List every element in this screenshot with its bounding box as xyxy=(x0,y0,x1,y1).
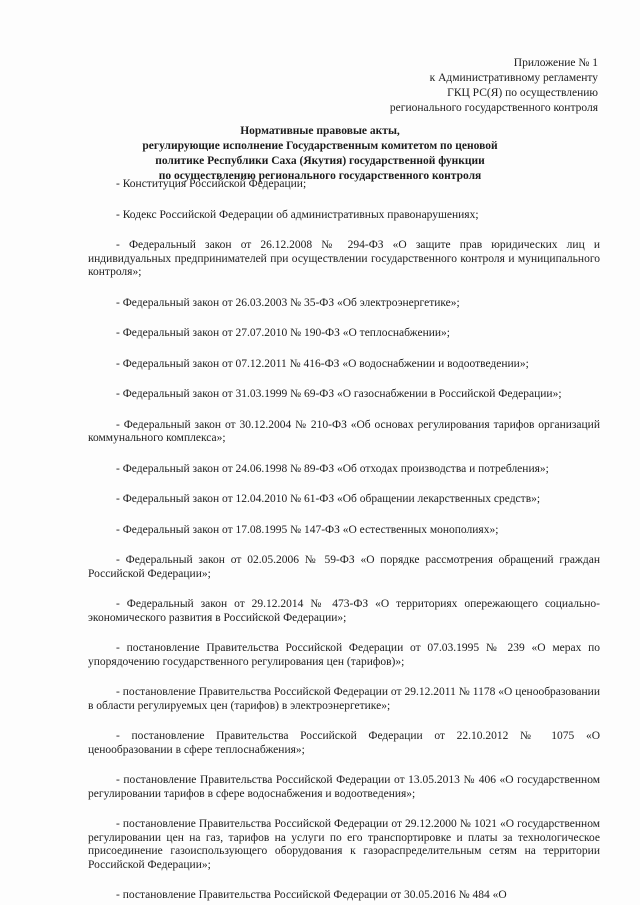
appendix-header xyxy=(390,56,598,116)
document-title xyxy=(110,124,530,184)
title-line: политике Республики Саха (Якутия) государственной функции xyxy=(155,155,485,167)
list-item: - Федеральный закон от 02.05.2006 № 59-ФЗ «О порядке рассмотрения обращений граждан Российской Федерации»; xyxy=(88,554,600,580)
title-line: регулирующие исполнение Государственным комитетом по ценовой xyxy=(142,140,498,152)
header-line: Приложение № 1 xyxy=(513,57,598,69)
list-item: - Федеральный закон от 30.12.2004 № 210-ФЗ «Об основах регулирования тарифов организаций коммунального комплекса»; xyxy=(88,418,600,444)
list-item: - постановление Правительства Российской Федерации от 29.12.2000 № 1021 «О государственном регулировании цен на газ, тарифов на услуги по его транспортировке и платы за технологическое присоединение газоиспользующего оборудования к газораспределительным сетям на территории Российской Федерации»; xyxy=(88,818,600,871)
list-item: - Федеральный закон от 17.08.1995 № 147-ФЗ «О естественных монополиях»; xyxy=(116,523,499,536)
list-item: - Федеральный закон от 24.06.1998 № 89-ФЗ «Об отходах производства и потребления»; xyxy=(116,462,549,475)
list-item: - Кодекс Российской Федерации об административных правонарушениях; xyxy=(116,208,479,221)
list-item: - постановление Правительства Российской Федерации от 22.10.2012 № 1075 «О ценообразовании в сфере теплоснабжения»; xyxy=(88,730,600,756)
list-item: - постановление Правительства Российской Федерации от 07.03.1995 № 239 «О мерах по упорядочению государственного регулирования цен (тарифов)»; xyxy=(88,642,600,668)
list-item: - Федеральный закон от 29.12.2014 № 473-ФЗ «О территориях опережающего социально-экономического развития в Российской Федерации»; xyxy=(88,598,600,624)
list-item: - Конституция Российской Федерации; xyxy=(116,178,307,190)
list-item: - Федеральный закон от 12.04.2010 № 61-ФЗ «Об обращении лекарственных средств»; xyxy=(116,493,541,505)
list-item: - Федеральный закон от 31.03.1999 № 69-ФЗ «О газоснабжении в Российской Федерации»; xyxy=(116,388,562,400)
list-item: - постановление Правительства Российской Федерации от 13.05.2013 № 406 «О государственном регулировании тарифов в сфере водоснабжения и водоотведения»; xyxy=(88,774,600,800)
header-line: регионального государственного контроля xyxy=(389,102,598,114)
title-line: Нормативные правовые акты, xyxy=(240,125,400,137)
list-item: - Федеральный закон от 26.12.2008 № 294-ФЗ «О защите прав юридических лиц и индивидуальных предпринимателей при осуществлении государственного контроля и муниципального контроля»; xyxy=(88,239,600,278)
header-line: к Административному регламенту xyxy=(429,72,598,84)
list-item: - Федеральный закон от 27.07.2010 № 190-ФЗ «О теплоснабжении»; xyxy=(116,327,450,339)
list-item: - постановление Правительства Российской Федерации от 30.05.2016 № 484 «О xyxy=(116,889,507,901)
list-item: - Федеральный закон от 26.03.2003 № 35-ФЗ «Об электроэнергетике»; xyxy=(116,296,460,309)
header-line: ГКЦ РС(Я) по осуществлению xyxy=(447,87,598,99)
title-line: по осуществлению регионального государственного контроля xyxy=(158,170,482,182)
acts-list xyxy=(88,178,600,920)
list-item: - постановление Правительства Российской Федерации от 29.12.2011 № 1178 «О ценообразовании в области регулируемых цен (тарифов) в электроэнергетике»; xyxy=(88,686,600,712)
list-item: - Федеральный закон от 07.12.2011 № 416-ФЗ «О водоснабжении и водоотведении»; xyxy=(116,357,529,370)
